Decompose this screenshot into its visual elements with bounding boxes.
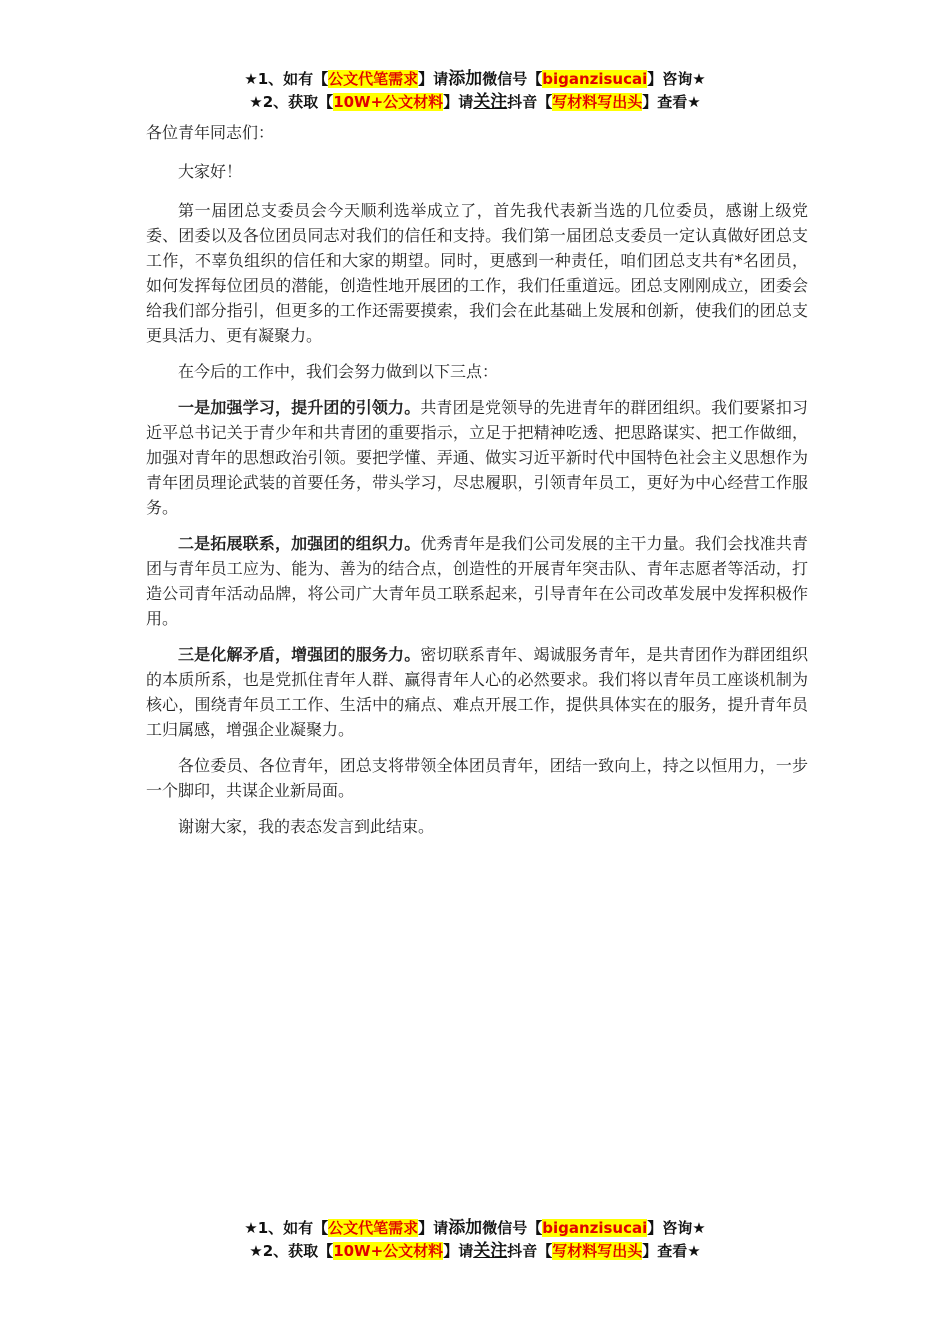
point-1-heading: 一是加强学习，提升团的引领力。 bbox=[178, 398, 421, 417]
point-3-heading: 三是化解矛盾，增强团的服务力。 bbox=[178, 645, 421, 664]
banner-line-1 bbox=[0, 1217, 950, 1240]
banner-text: ★2、获取【 bbox=[249, 93, 334, 111]
banner-text: 】咨询★ bbox=[647, 70, 706, 88]
banner-text: ★1、如有【 bbox=[244, 70, 329, 88]
banner-text: ★1、如有【 bbox=[244, 1219, 329, 1237]
highlight-service: 公文代笔需求 bbox=[328, 70, 419, 88]
paragraph-conclusion: 各位委员、各位青年，团总支将带领全体团员青年，团结一致向上，持之以恒用力，一步一个脚印，共谋企业新局面。 bbox=[146, 756, 808, 800]
paragraph-transition: 在今后的工作中，我们会努力做到以下三点： bbox=[178, 362, 499, 381]
banner-line-2 bbox=[0, 1240, 950, 1263]
emphasis-add: 添加 bbox=[448, 1218, 483, 1238]
banner-text: 】请 bbox=[418, 70, 449, 88]
highlight-materials: 10W+公文材料 bbox=[333, 93, 444, 111]
salutation: 各位青年同志们： bbox=[146, 123, 275, 142]
banner-text: 】请 bbox=[443, 1242, 474, 1260]
closing-remark: 谢谢大家，我的表态发言到此结束。 bbox=[178, 817, 435, 836]
point-1 bbox=[146, 395, 808, 520]
banner-text: 抖音【 bbox=[507, 93, 553, 111]
point-3-text: 密切联系青年、竭诚服务青年，是共青团作为群团组织的本质所系，也是党抓住青年人群、赢得青年人心的必然要求。我们将以青年员工座谈机制为核心，围绕青年员工工作、生活中的痛点、难点开展工作，提供具体实在的服务，提升青年员工归属感，增强企业凝聚力。 bbox=[146, 645, 808, 739]
point-2-text: 优秀青年是我们公司发展的主干力量。我们会找准共青团与青年员工应为、能为、善为的结合点，创造性的开展青年突击队、青年志愿者等活动，打造公司青年活动品牌，将公司广大青年员工联系起来，引导青年在公司改革发展中发挥积极作用。 bbox=[146, 534, 808, 628]
banner-text: 】请 bbox=[418, 1219, 449, 1237]
point-3 bbox=[146, 642, 808, 742]
emphasis-add: 添加 bbox=[448, 69, 483, 89]
banner-text: 微信号【 bbox=[482, 1219, 543, 1237]
highlight-wechat-id: biganzisucai bbox=[542, 1219, 648, 1237]
point-1-text: 共青团是党领导的先进青年的群团组织。我们要紧扣习近平总书记关于青少年和共青团的重要指示，立足于把精神吃透、把思路谋实、把工作做细，加强对青年的思想政治引领。要把学懂、弄通、做实习近平新时代中国特色社会主义思想作为青年团员理论武装的首要任务，带头学习，尽忠履职，引领青年员工，更好为中心经营工作服务。 bbox=[146, 398, 808, 517]
greeting: 大家好！ bbox=[178, 162, 243, 181]
banner-text: 抖音【 bbox=[507, 1242, 553, 1260]
highlight-douyin-account: 写材料写出头 bbox=[552, 1242, 643, 1260]
highlight-wechat-id: biganzisucai bbox=[542, 70, 648, 88]
point-2-heading: 二是拓展联系，加强团的组织力。 bbox=[178, 534, 421, 553]
banner-line-2 bbox=[0, 91, 950, 114]
banner-text: ★2、获取【 bbox=[249, 1242, 334, 1260]
banner-text: 】查看★ bbox=[642, 1242, 701, 1260]
paragraph-intro: 第一届团总支委员会今天顺利选举成立了，首先我代表新当选的几位委员，感谢上级党委、团委以及各位团员同志对我们的信任和支持。我们第一届团总支委员一定认真做好团总支工作，不辜负组织的信任和大家的期望。同时，更感到一种责任，咱们团总支共有*名团员，如何发挥每位团员的潜能，创造性地开展团的工作，我们任重道远。团总支刚刚成立，团委会给我们部分指引，但更多的工作还需要摸索，我们会在此基础上发展和创新，使我们的团总支更具活力、更有凝聚力。 bbox=[146, 201, 808, 345]
banner-text: 】查看★ bbox=[642, 93, 701, 111]
emphasis-follow: 关注 bbox=[473, 92, 508, 112]
emphasis-follow: 关注 bbox=[473, 1241, 508, 1261]
banner-line-1 bbox=[0, 68, 950, 91]
highlight-service: 公文代笔需求 bbox=[328, 1219, 419, 1237]
highlight-douyin-account: 写材料写出头 bbox=[552, 93, 643, 111]
banner-text: 微信号【 bbox=[482, 70, 543, 88]
banner-text: 】请 bbox=[443, 93, 474, 111]
highlight-materials: 10W+公文材料 bbox=[333, 1242, 444, 1260]
point-2 bbox=[146, 531, 808, 631]
banner-text: 】咨询★ bbox=[647, 1219, 706, 1237]
header-banner bbox=[0, 68, 950, 114]
document-body bbox=[146, 120, 808, 850]
footer-banner bbox=[0, 1217, 950, 1263]
